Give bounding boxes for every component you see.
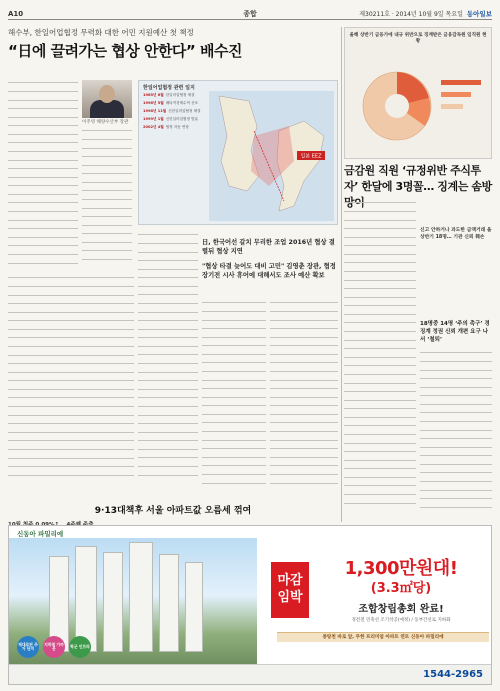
page-number: A10 [8, 9, 24, 18]
timeline-item: 2002년 4월 협정 자동 연장 [143, 125, 189, 129]
realestate-headline[interactable]: 9·13대책후 서울 아파트값 오름세 꺾여 [94, 506, 252, 516]
article-kicker: 해수부, 한일어업협정 무력화 대한 어민 지원예산 첫 책정 [8, 28, 194, 37]
article-body-column-2 [82, 128, 132, 268]
right-article-subhead-2: 18명중 14명 ‘주의 촉구’ 경징계 정권 신뢰 개편 요구 나서 ‘철퇴’ [420, 321, 490, 343]
timeline-item: 1965년 6월 한일어업협정 체결 [143, 93, 195, 97]
article-body-column-5 [270, 300, 338, 500]
infographic-title: 올해 상반기 금융가에 내규 위반으로 징계받은 금융감독원 임직원 현황 [349, 33, 487, 44]
ad-notice-bar: 중랑천 바로 앞, 무한 프리미엄 아파트 연트 신동아 파밀리에 [277, 632, 489, 642]
ad-footer [9, 664, 491, 684]
article-subhead-2: "협상 타결 늦어도 대비 고민" 김영춘 장관, 협정 장기전 시사 휴어에 대해서도 조사 예산 확보 [202, 263, 336, 279]
chart-title: 한일어업협정 관련 일지 [143, 85, 195, 91]
apartment-rendering [9, 538, 257, 666]
newspaper-brand[interactable]: 동아일보 [466, 10, 492, 18]
ad-badge: 제대로된 주거 단지 [17, 636, 39, 658]
article-subhead-1: 日, 한국어선 갈치 무리한 조업 2016년 협상 결렬뒤 협상 지연 [202, 239, 335, 255]
ad-price-unit: (3.3㎡당) [370, 581, 432, 596]
article-body-column-6 [8, 275, 134, 490]
timeline-item: 1996년 5월 배타적경제수역 선포 [143, 101, 199, 105]
map-label: 일본 EEZ [300, 153, 322, 160]
section-label: 종합 [243, 9, 257, 18]
right-article-body-2 [420, 350, 492, 520]
timeline-item: 1998년 11월 신한일어업협정 체결 [143, 109, 201, 113]
article-headline[interactable]: “日에 끌려가는 협상 안한다” 배수진 [8, 42, 242, 60]
ad-status: 조합창립총회 완료! [358, 604, 444, 615]
ad-note: 경전철 연축선 조기착공(예정) / 동부간선로 지하화 [351, 618, 451, 623]
issue-date: 제30211호 · 2014년 10월 9일 목요일 [359, 11, 463, 18]
apartment-advertisement[interactable] [8, 525, 492, 685]
fss-infographic [344, 27, 492, 159]
photo-caption: 이주영 해양수산부 장관 [82, 120, 129, 125]
ad-badge: 학군 인프라 [69, 636, 91, 658]
fisheries-timeline-map [138, 80, 338, 225]
article-body-column-4 [202, 300, 266, 500]
article-body-column-3 [138, 232, 198, 492]
page-header [8, 8, 492, 20]
column-divider [341, 27, 342, 522]
timeline-item: 1999년 1월 신한일어업협정 발효 [143, 117, 199, 121]
ad-price: 1,300만원대! [344, 558, 458, 579]
right-article-subhead-1: 신고 안하거나 과도한 금액거래 올 상반기 18명… 기관 신뢰 훼손 [420, 228, 492, 240]
ad-brand[interactable]: 신동아 파밀리에 [17, 530, 64, 538]
ad-badge: 지하철 가까운 [43, 636, 65, 658]
minister-photo [82, 80, 132, 118]
timeline-list [143, 93, 213, 133]
right-article-headline[interactable]: 금감원 직원 ‘규정위반 주식투자’ 한달에 3명꼴… 징계는 솜방망이 [344, 164, 492, 209]
right-article-body-1 [344, 200, 416, 520]
header-meta [359, 9, 492, 18]
ad-closing-banner: 마감 임박 [271, 562, 309, 618]
ad-phone[interactable]: 1544-2965 [423, 669, 483, 680]
korea-japan-map [209, 91, 334, 221]
article-body-column-1 [8, 80, 78, 270]
